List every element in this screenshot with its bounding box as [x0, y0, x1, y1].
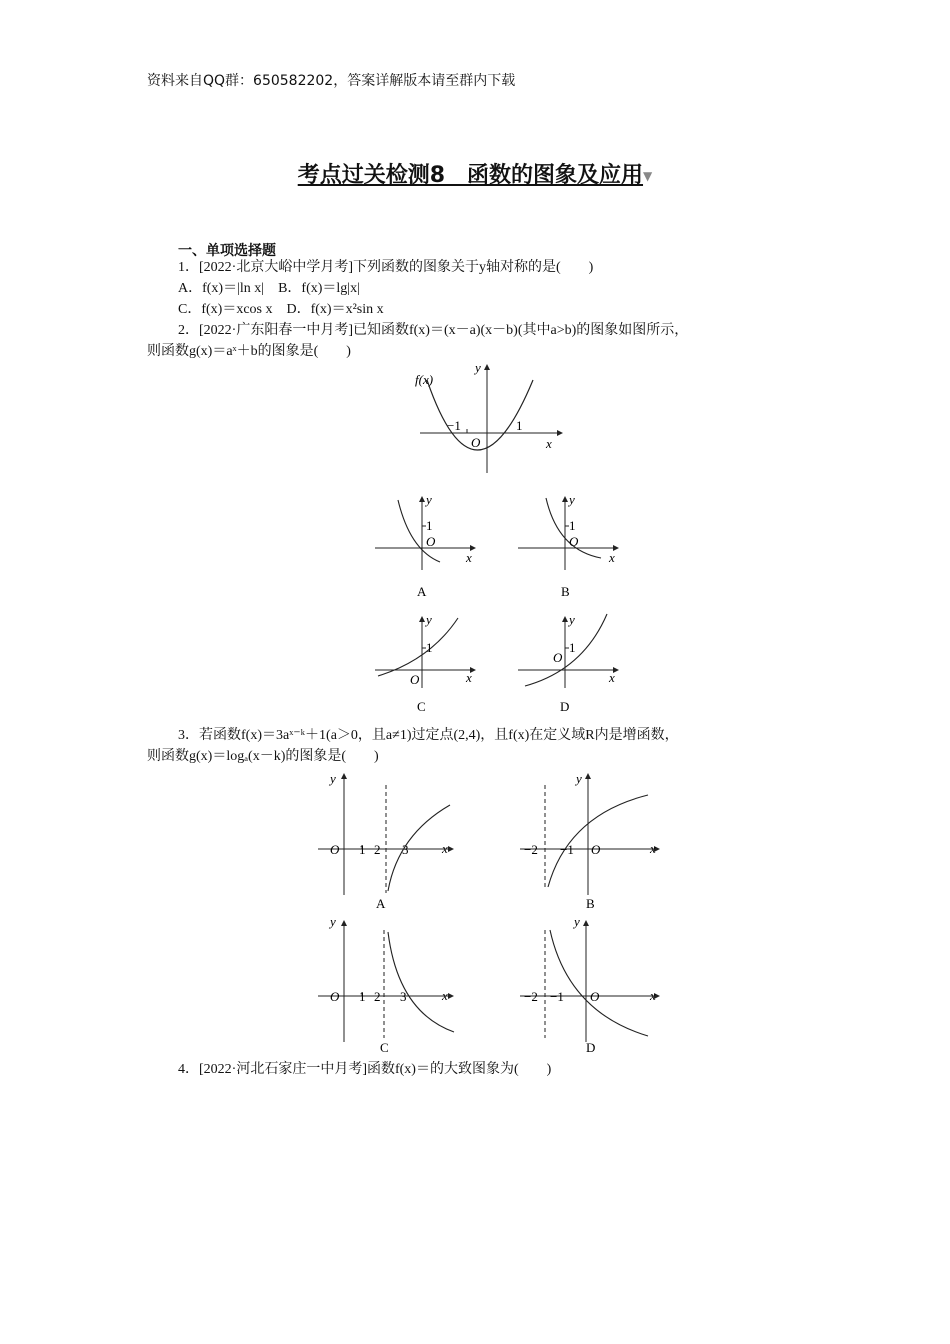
curve — [525, 614, 607, 686]
q3-stem-line2: 则函数g(x)＝logₐ(x－k)的图象是( ) — [147, 749, 379, 764]
y-arrow-icon — [419, 616, 425, 622]
q1-options-ab: A．f(x)＝|ln x| B．f(x)＝lg|x| — [178, 281, 360, 296]
q3-stem-line1: 3．若函数f(x)＝3aˣ⁻ᵏ＋1(a＞0，且a≠1)过定点(2,4)，且f(x)在定义域R内是增函数， — [178, 728, 679, 743]
page-title — [0, 158, 950, 189]
x-label: x — [609, 670, 615, 685]
q2-main-graph — [405, 360, 565, 475]
q2-stem-line2: 则函数g(x)＝aˣ＋b的图象是( ) — [147, 344, 351, 359]
q1-options-cd: C．f(x)＝xcos x D．f(x)＝x²sin x — [178, 302, 384, 317]
origin-label: O — [410, 672, 420, 687]
option-label-b: B — [561, 584, 570, 599]
one-label: 1 — [569, 518, 576, 533]
y-arrow-icon — [341, 773, 347, 779]
neg2-label: −2 — [524, 989, 538, 1004]
three-label: 3 — [402, 842, 409, 857]
y-label: y — [426, 492, 432, 507]
y-label: y — [426, 612, 432, 627]
y-label: y — [330, 771, 336, 786]
curve — [398, 500, 440, 562]
x-label: x — [546, 436, 552, 451]
origin-label: O — [553, 650, 563, 665]
x-label: x — [442, 841, 448, 856]
option-label-c: C — [417, 699, 426, 714]
y-arrow-icon — [562, 496, 568, 502]
q2-stem-line1: 2．[2022·广东阳春一中月考]已知函数f(x)＝(x－a)(x－b)(其中a>b)的图象如图所示， — [178, 323, 689, 338]
curve — [388, 805, 450, 891]
q2-option-a-graph — [370, 490, 480, 605]
y-arrow-icon — [341, 920, 347, 926]
x-label: x — [442, 988, 448, 1003]
y-arrow-icon — [562, 616, 568, 622]
neg1-label: −1 — [447, 418, 461, 433]
q2-option-d-graph — [513, 610, 623, 725]
q3-option-d-graph — [518, 912, 668, 1062]
origin-label: O — [330, 989, 340, 1004]
origin-label: O — [591, 842, 601, 857]
option-label-d: D — [586, 1040, 596, 1055]
one-label: 1 — [426, 640, 433, 655]
one-label: 1 — [516, 418, 523, 433]
y-label: y — [569, 612, 575, 627]
one-label: 1 — [426, 518, 433, 533]
y-label: y — [574, 914, 580, 929]
curve — [548, 795, 648, 887]
one-label: 1 — [569, 640, 576, 655]
page-header: 资料来自QQ群：650582202，答案详解版本请至群内下载 — [147, 73, 516, 89]
x-arrow-icon — [448, 993, 454, 999]
option-label-a: A — [417, 584, 427, 599]
origin-label: O — [590, 989, 600, 1004]
option-label-c: C — [380, 1040, 389, 1055]
section-heading: 一、单项选择题 — [178, 243, 276, 259]
option-label-d: D — [560, 699, 570, 714]
y-arrow-icon — [585, 773, 591, 779]
neg1-label: −1 — [560, 842, 574, 857]
x-label: x — [609, 550, 615, 565]
one-label: 1 — [359, 989, 366, 1004]
q3-option-b-graph — [518, 765, 668, 915]
x-label: x — [466, 550, 472, 565]
q3-option-c-graph — [318, 912, 468, 1062]
title-text: 考点过关检测8 函数的图象及应用 — [297, 163, 644, 188]
x-label: x — [650, 988, 656, 1003]
two-label: 2 — [374, 989, 381, 1004]
y-axis-arrow-icon — [484, 364, 490, 370]
curve — [388, 932, 454, 1032]
option-label-b: B — [586, 896, 595, 911]
dropdown-triangle-icon: ▼ — [643, 169, 653, 183]
y-label: y — [475, 360, 481, 375]
y-label: y — [576, 771, 582, 786]
fx-label: f(x) — [415, 372, 434, 387]
neg2-label: −2 — [524, 842, 538, 857]
origin-label: O — [569, 534, 579, 549]
origin-label: O — [471, 435, 481, 450]
one-label: 1 — [359, 842, 366, 857]
q2-option-c-graph — [370, 610, 480, 725]
q3-option-a-graph — [318, 765, 468, 915]
y-arrow-icon — [583, 920, 589, 926]
y-label: y — [569, 492, 575, 507]
x-axis-arrow-icon — [557, 430, 563, 436]
y-label: y — [330, 914, 336, 929]
q2-option-b-graph — [513, 490, 623, 605]
origin-label: O — [426, 534, 436, 549]
two-label: 2 — [374, 842, 381, 857]
option-label-a: A — [376, 896, 386, 911]
x-arrow-icon — [448, 846, 454, 852]
q1-stem: 1．[2022·北京大峪中学月考]下列函数的图象关于y轴对称的是( ) — [178, 260, 594, 275]
origin-label: O — [330, 842, 340, 857]
x-label: x — [466, 670, 472, 685]
q4-stem: 4．[2022·河北石家庄一中月考]函数f(x)＝的大致图象为( ) — [178, 1062, 552, 1077]
y-arrow-icon — [419, 496, 425, 502]
curve — [378, 618, 458, 676]
curve — [550, 930, 648, 1036]
three-label: 3 — [400, 989, 407, 1004]
neg1-label: −1 — [550, 989, 564, 1004]
x-label: x — [650, 841, 656, 856]
